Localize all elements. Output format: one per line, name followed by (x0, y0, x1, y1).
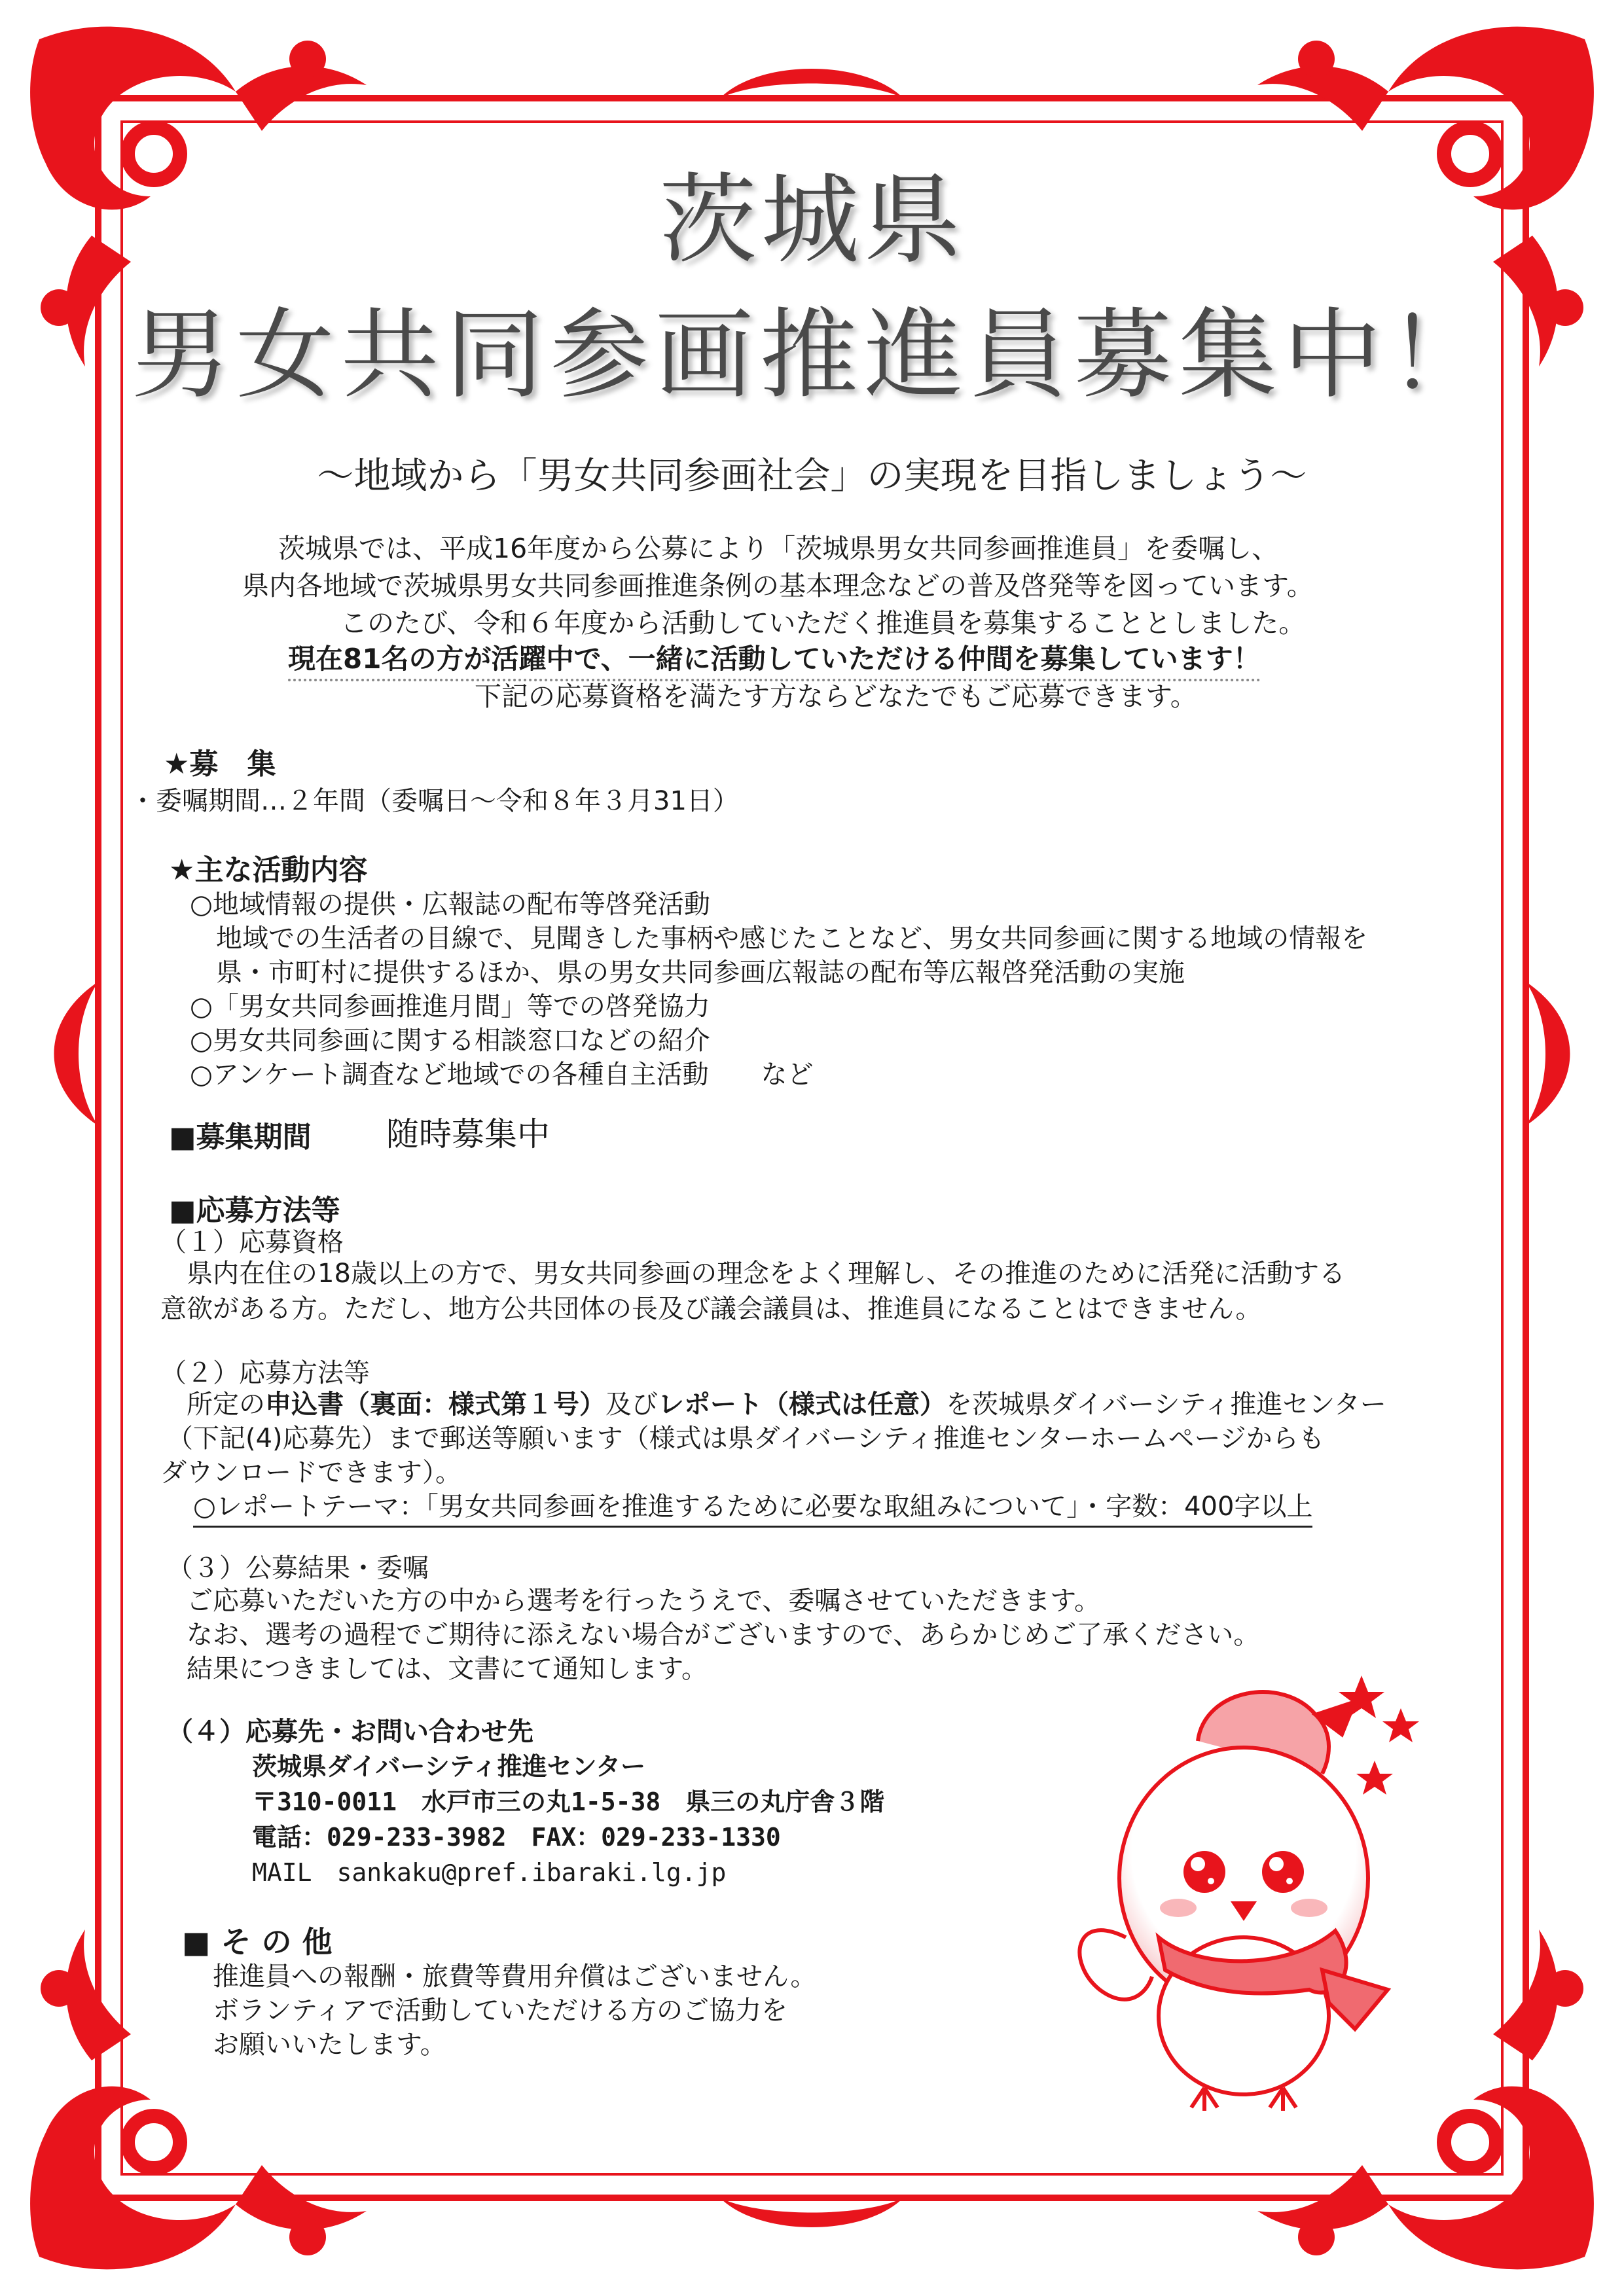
activity-item-1: ○地域情報の提供・広報誌の配布等啓発活動 (190, 889, 710, 920)
result-line-1: ご応募いただいた方の中から選考を行ったうえで、委嘱させていただきます。 (187, 1586, 1100, 1616)
chick-mascot-icon (1047, 1662, 1466, 2121)
method-report: レポート（様式は任意） (658, 1390, 946, 1420)
other-line-3: お願いいたします。 (213, 2030, 446, 2060)
result-line-2: なお、選考の過程でご期待に添えない場合がございますので、あらかじめご了承ください。 (187, 1620, 1260, 1650)
activity-item-4: ○アンケート調査など地域での各種自主活動 など (190, 1060, 814, 1090)
activities-heading: ★主な活動内容 (169, 853, 368, 887)
method-and: 及び (605, 1390, 658, 1420)
activity-item-2: ○「男女共同参画推進月間」等での啓発協力 (190, 992, 710, 1022)
report-theme-text: ○レポートテーマ：「男女共同参画を推進するために必要な取組みについて」・字数：400字以上 (193, 1492, 1312, 1528)
intro-line-2: 県内各地域で茨城県男女共同参画推進条例の基本理念などの普及啓発等を図っています。 (242, 570, 1314, 601)
activity-item-1-desc-2: 県・市町村に提供するほか、県の男女共同参画広報誌の配布等広報啓発活動の実施 (216, 958, 1185, 988)
method-suffix: を茨城県ダイバーシティ推進センター (946, 1390, 1386, 1420)
method-line-1 (187, 1391, 1386, 1418)
period-value: 随時募集中 (386, 1115, 550, 1153)
page-title-main: 男女共同参画推進員募集中！ (131, 298, 1493, 412)
eligibility-line-2: 意欲がある方。ただし、地方公共団体の長及び議会議員は、推進員になることはできません。 (160, 1294, 1262, 1324)
activity-item-1-desc-1: 地域での生活者の目線で、見聞きした事柄や感じたことなど、男女共同参画に関する地域の情報を (216, 924, 1368, 954)
other-line-2: ボランティアで活動していただける方のご協力を (213, 1996, 787, 2026)
result-title: （３）公募結果・委嘱 (167, 1553, 429, 1583)
method-form: 申込書（裏面：様式第１号） (265, 1390, 605, 1420)
contact-org: 茨城県ダイバーシティ推進センター (252, 1752, 646, 1781)
page-subtitle: ～地域から「男女共同参画社会」の実現を目指しましょう～ (317, 455, 1307, 497)
other-line-1: 推進員への報酬・旅費等費用弁償はございません。 (213, 1962, 817, 1992)
intro-line-1: 茨城県では、平成16年度から公募により「茨城県男女共同参画推進員」を委嘱し、 (278, 533, 1279, 564)
page-title-prefecture: 茨城県 (659, 164, 965, 278)
report-theme (193, 1494, 1312, 1520)
method-line-3: ダウンロードできます）。 (160, 1458, 461, 1488)
intro-line-3: このたび、令和６年度から活動していただく推進員を募集することとしました。 (340, 607, 1306, 639)
method-line-2: （下記(4)応募先）まで郵送等願います（様式は県ダイバーシティ推進センターホームページからも (167, 1424, 1325, 1454)
eligibility-line-1: 県内在住の18歳以上の方で、男女共同参画の理念をよく理解し、その推進のために活発に活動する (187, 1259, 1346, 1289)
contact-address: 〒310-0011 水戸市三の丸1-5-38 県三の丸庁舎３階 (252, 1787, 885, 1816)
recruit-term: ・委嘱期間…２年間（委嘱日～令和８年３月31日） (130, 786, 739, 816)
activity-item-3: ○男女共同参画に関する相談窓口などの紹介 (190, 1026, 710, 1056)
recruit-heading: ★募 集 (164, 747, 276, 781)
eligibility-title: （１）応募資格 (160, 1227, 344, 1257)
method-title: （２）応募方法等 (160, 1358, 370, 1388)
period-heading: ■募集期間 (169, 1121, 312, 1154)
contact-mail[interactable]: MAIL sankaku@pref.ibaraki.lg.jp (252, 1858, 727, 1887)
result-line-3: 結果につきましては、文書にて通知します。 (187, 1654, 708, 1684)
intro-highlight (288, 645, 1261, 673)
method-prefix: 所定の (187, 1390, 265, 1420)
other-heading: ■ そ の 他 (182, 1924, 333, 1960)
contact-phone: 電話：029-233-3982 FAX：029-233-1330 (252, 1823, 781, 1852)
intro-line-5: 下記の応募資格を満たす方ならどなたでもご応募できます。 (475, 681, 1197, 712)
intro-highlight-text: 現在81名の方が活躍中で、一緒に活動していただける仲間を募集しています！ (288, 643, 1261, 681)
contact-title: （４）応募先・お問い合わせ先 (167, 1717, 533, 1747)
application-heading: ■応募方法等 (169, 1194, 340, 1227)
